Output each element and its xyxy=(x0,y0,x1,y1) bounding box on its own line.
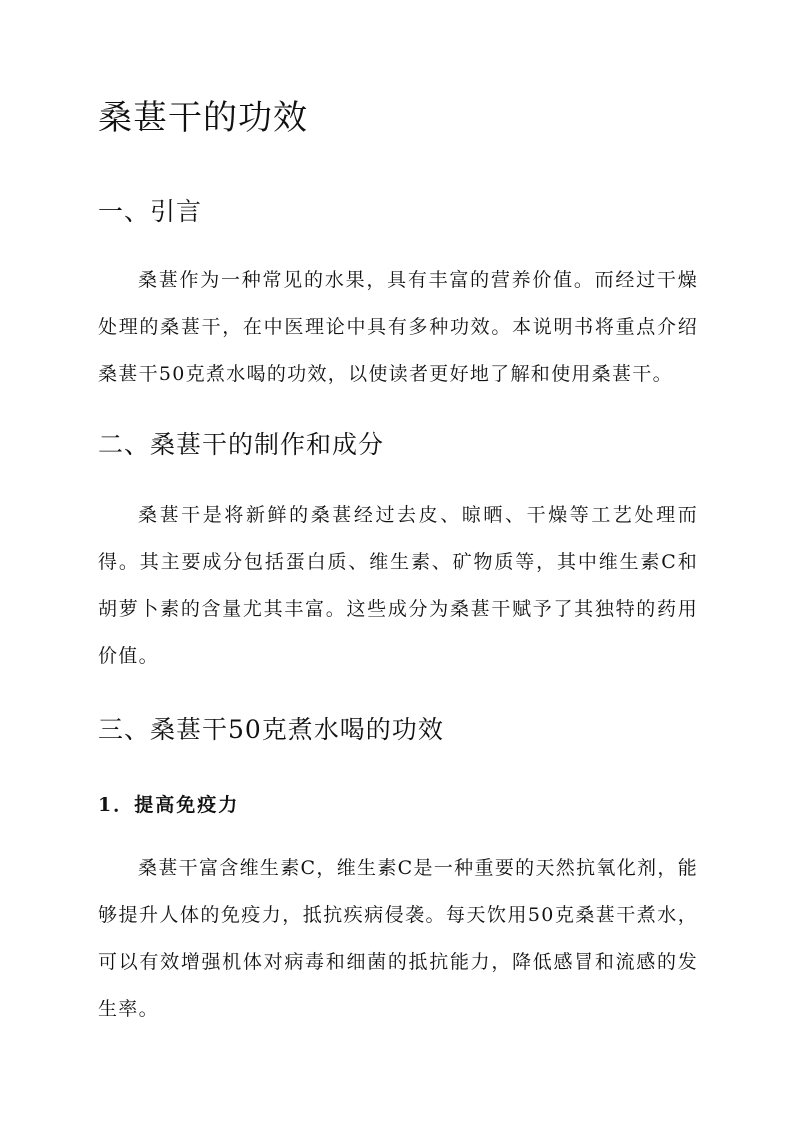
section-heading-production: 二、桑葚干的制作和成分 xyxy=(98,430,385,459)
section-heading-introduction: 一、引言 xyxy=(98,197,203,226)
section-paragraph-introduction: 桑葚作为一种常见的水果，具有丰富的营养价值。而经过干燥处理的桑葚干，在中医理论中具有多种功效。本说明书将重点介绍桑葚干50克煮水喝的功效，以使读者更好地了解和使用桑葚干。 xyxy=(98,269,698,385)
document-title: 桑葚干的功效 xyxy=(98,98,308,138)
section-paragraph-production: 桑葚干是将新鲜的桑葚经过去皮、晾晒、干燥等工艺处理而得。其主要成分包括蛋白质、维生素、矿物质等，其中维生素C和胡萝卜素的含量尤其丰富。这些成分为桑葚干赋予了其独特的药用价值。 xyxy=(98,504,698,667)
section-heading-effects: 三、桑葚干50克煮水喝的功效 xyxy=(98,715,444,744)
subsection-heading-immunity: 1．提高免疫力 xyxy=(98,794,240,816)
subsection-paragraph-immunity: 桑葚干富含维生素C，维生素C是一种重要的天然抗氧化剂，能够提升人体的免疫力，抵抗疾病侵袭。每天饮用50克桑葚干煮水，可以有效增强机体对病毒和细菌的抵抗能力，降低感冒和流感的发生率。 xyxy=(98,857,698,1020)
